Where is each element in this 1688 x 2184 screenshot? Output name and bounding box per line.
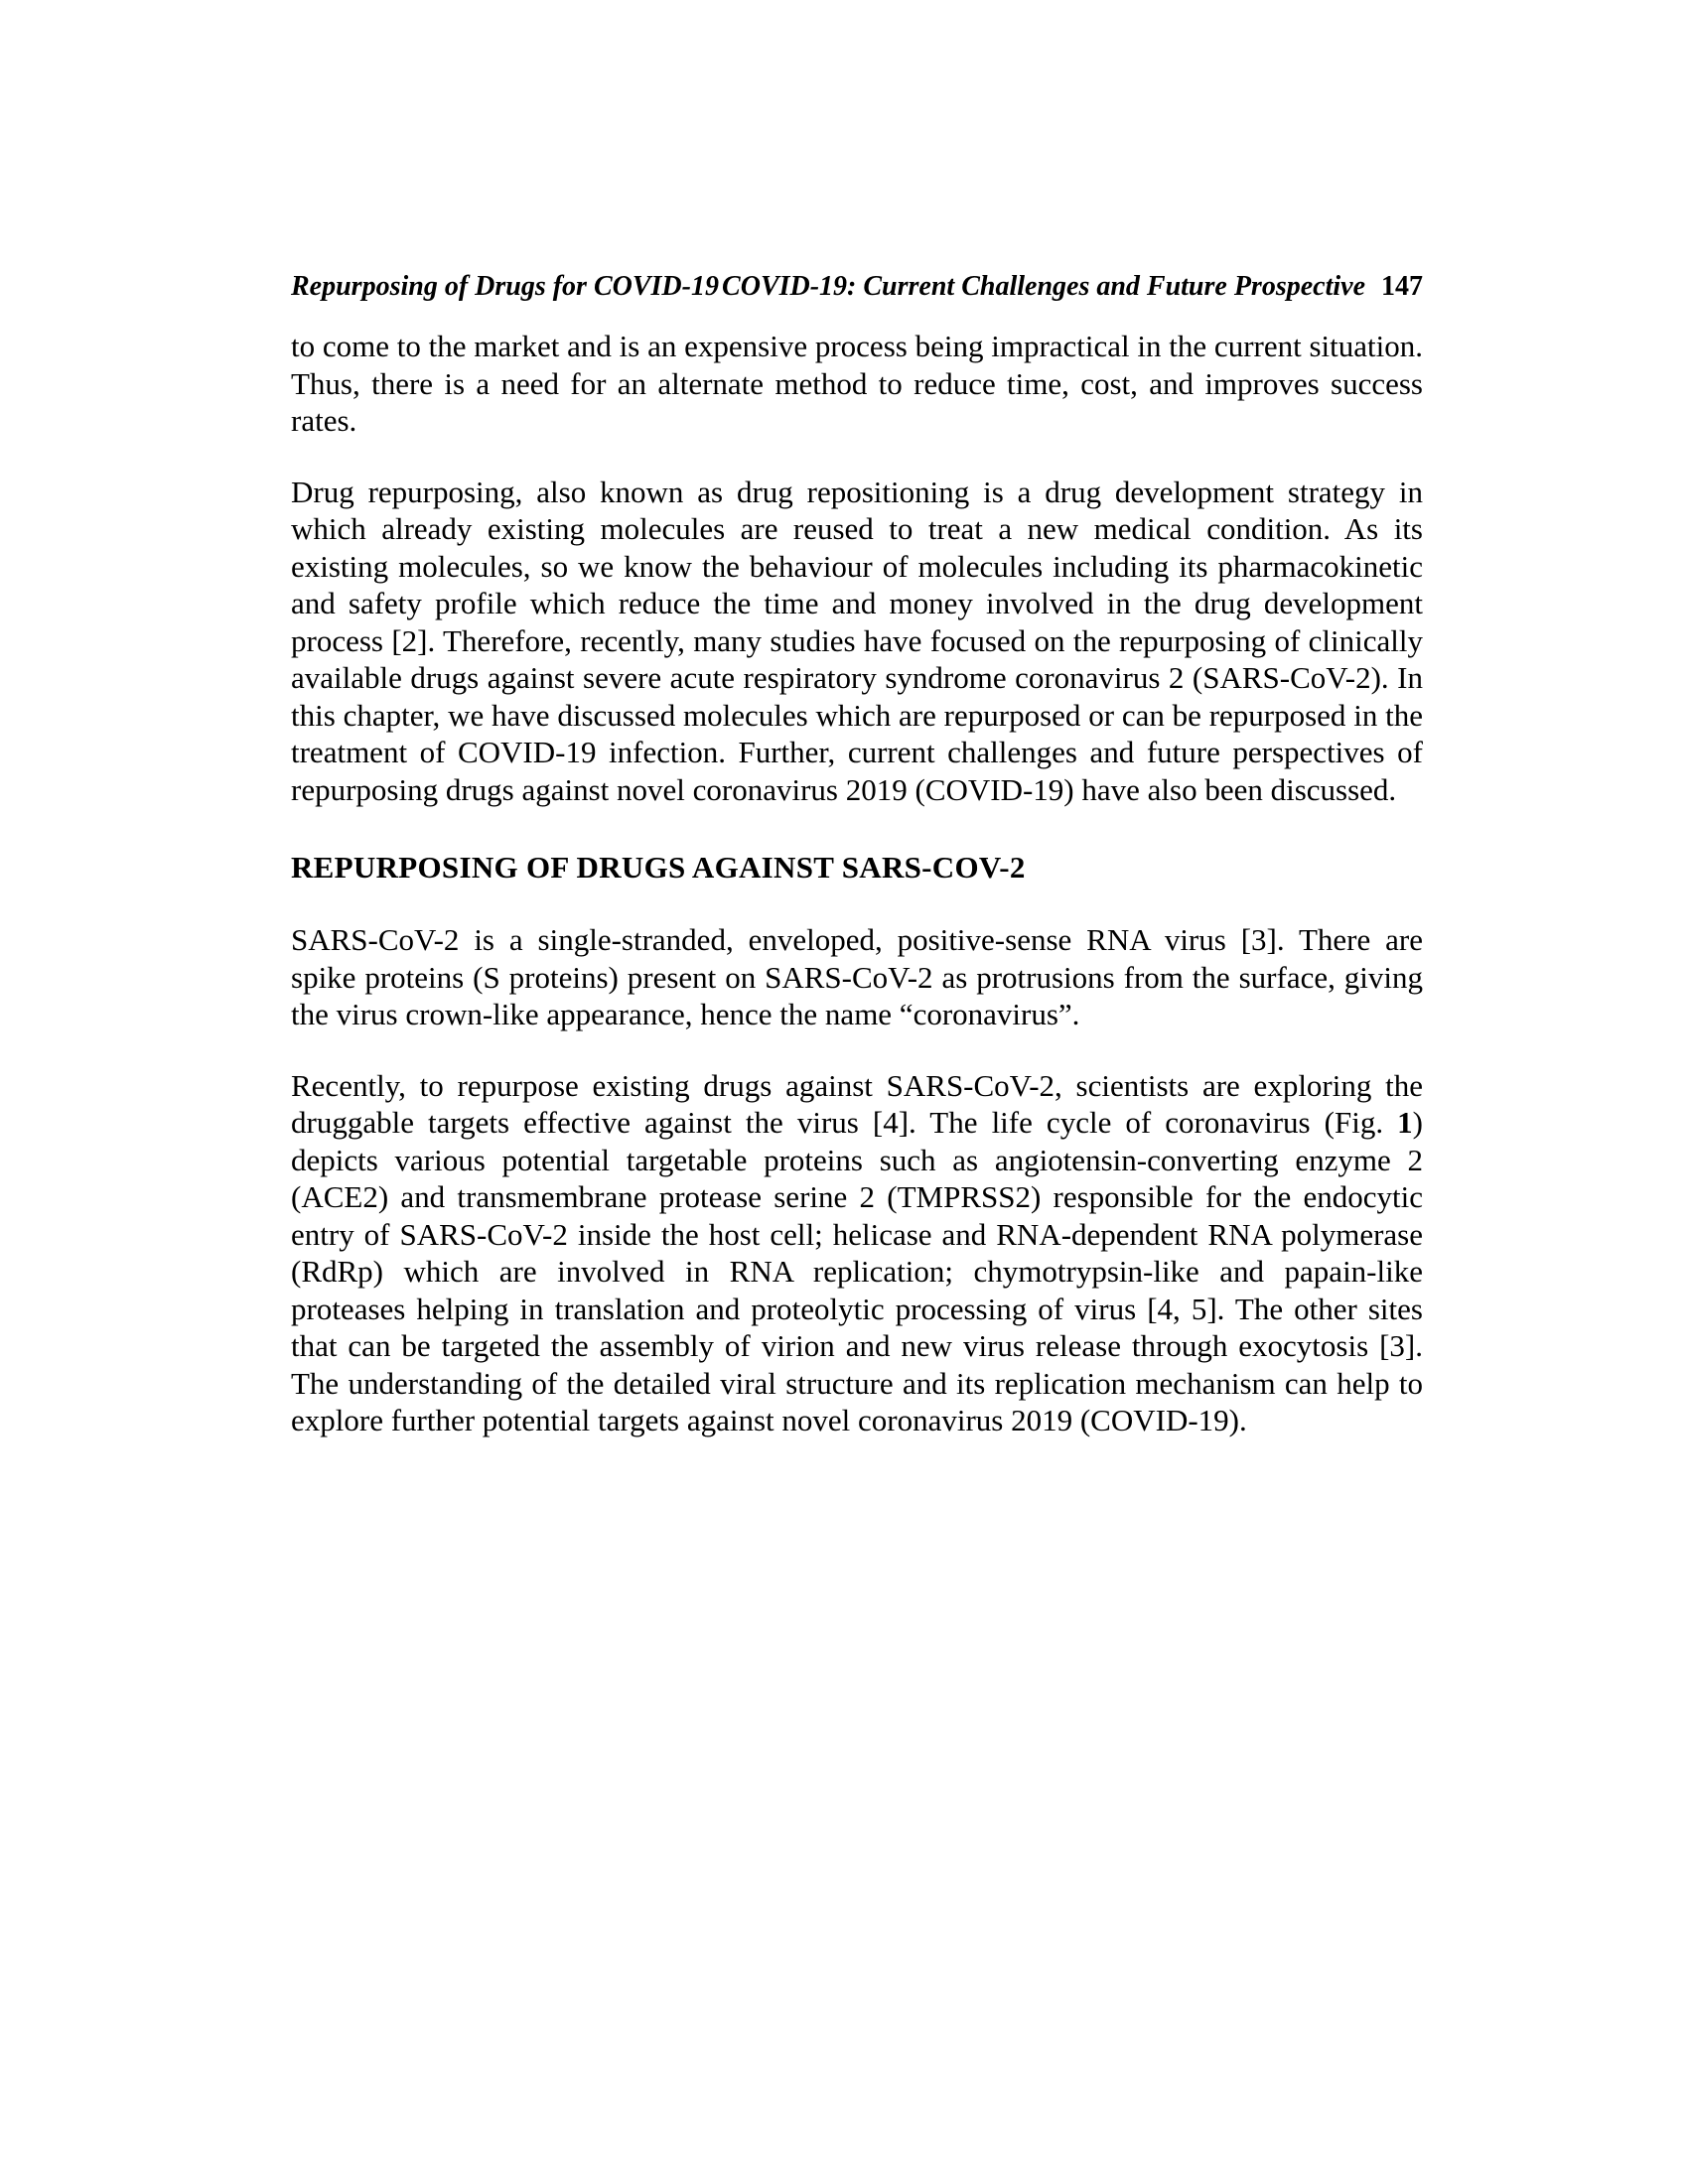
book-title-group [722,270,1423,304]
figure-1-reference: 1 [1397,1105,1413,1140]
paragraph-sars-cov-2-description: SARS-CoV-2 is a single-stranded, enveloped, positive-sense RNA virus [3]. There are spike proteins (S proteins) present on SARS-CoV-2 as protrusions from the surface, giving the virus crown-like appearance, hence the name “coronavirus”. [291,922,1423,1031]
paragraph-druggable-targets [291,1067,1423,1439]
page-number: 147 [1381,271,1423,302]
chapter-title: Repurposing of Drugs for COVID-19 [291,271,719,302]
section-heading-repurposing-against-sars-cov-2: REPURPOSING OF DRUGS AGAINST SARS-COV-2 [291,850,1026,885]
document-page [291,270,1423,1439]
running-head [291,270,1423,304]
paragraph-segment-before-fig: Recently, to repurpose existing drugs against SARS-CoV-2, scientists are exploring the druggable targets effective against the virus [4]. The life cycle of coronavirus (Fig. [291,1067,1423,1140]
paragraph-segment-after-fig: ) depicts various potential targetable proteins such as angiotensin-converting enzyme 2 (ACE2) and transmembrane protease serine 2 (TMPRSS2) responsible for the endocytic entry of SARS-CoV-2 inside the host cell; helicase and RNA-dependent RNA polymerase (RdRp) which are involved in RNA replication; chymotrypsin-like and papain-like proteases helping in translation and proteolytic processing of virus [4, 5]. The other sites that can be targeted the assembly of virion and new virus release through exocytosis [3]. The understanding of the detailed viral structure and its replication mechanism can help to explore further potential targets against novel coronavirus 2019 (COVID-19). [291,1105,1423,1437]
book-title: COVID-19: Current Challenges and Future Prospective [722,271,1365,302]
paragraph-drug-repurposing-definition: Drug repurposing, also known as drug repositioning is a drug development strategy in which already existing molecules are reused to treat a new medical condition. As its existing molecules, so we know the behaviour of molecules including its pharmacokinetic and safety profile which reduce the time and money involved in the drug development process [2]. Therefore, recently, many studies have focused on the repurposing of clinically available drugs against severe acute respiratory syndrome coronavirus 2 (SARS-CoV-2). In this chapter, we have discussed molecules which are repurposed or can be repurposed in the treatment of COVID-19 infection. Further, current challenges and future perspectives of repurposing drugs against novel coronavirus 2019 (COVID-19) have also been discussed. [291,474,1423,807]
paragraph-market-process: to come to the market and is an expensive process being impractical in the current situation. Thus, there is a need for an alternate method to reduce time, cost, and improves success rates. [291,329,1423,438]
